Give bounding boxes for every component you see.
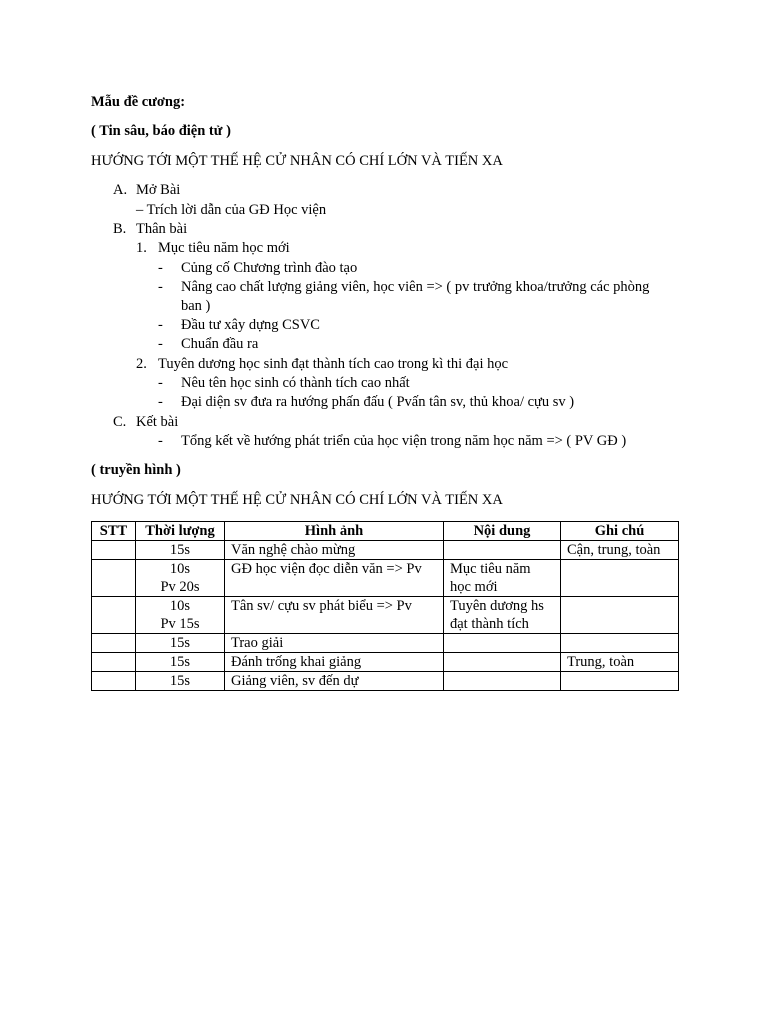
- cell-duration: [136, 634, 225, 653]
- table-row: [92, 634, 679, 653]
- cell-stt: [92, 541, 136, 560]
- bullet-dash: -: [158, 317, 163, 333]
- table-row: [92, 560, 679, 597]
- cell-note: [561, 634, 679, 653]
- cell-stt: [92, 597, 136, 634]
- cell-note: Cận, trung, toàn: [561, 541, 679, 560]
- table-header-row: [92, 522, 679, 541]
- cell-image: Trao giải: [225, 634, 444, 653]
- duration-line: 10s: [169, 561, 191, 577]
- cell-duration: [136, 597, 225, 634]
- outline-b2-title: Tuyên dương học sinh đạt thành tích cao trong kì thi đại học: [158, 356, 509, 372]
- cell-image: Đánh trống khai giảng: [225, 653, 444, 672]
- bullet-dash: -: [158, 375, 163, 391]
- bullet-dash: -: [158, 433, 163, 449]
- cell-image: Tân sv/ cựu sv phát biểu => Pv: [225, 597, 444, 634]
- duration-line: 10s: [169, 598, 191, 614]
- duration-line: 15s: [169, 673, 191, 689]
- cell-content: [444, 672, 561, 691]
- cell-content: [444, 653, 561, 672]
- cell-note: [561, 560, 679, 597]
- cell-image: GĐ học viện đọc diễn văn => Pv: [225, 560, 444, 597]
- cell-duration: [136, 672, 225, 691]
- bullet-dash: -: [158, 260, 163, 276]
- outline-c-title: Kết bài: [136, 414, 179, 430]
- duration-line: 15s: [169, 654, 191, 670]
- outline-b-title: Thân bài: [136, 221, 188, 237]
- cell-stt: [92, 653, 136, 672]
- duration-line: 15s: [169, 542, 191, 558]
- table-row: [92, 672, 679, 691]
- outline-a-title: Mở Bài: [136, 182, 181, 198]
- table-row: [92, 597, 679, 634]
- col-header-content: Nội dung: [444, 522, 561, 541]
- outline-marker-b1: 1.: [136, 240, 147, 256]
- col-header-duration: Thời lượng: [136, 522, 225, 541]
- bullet-b1-2: Nâng cao chất lượng giảng viên, học viên => ( pv trưởng khoa/trưởng các phòng: [181, 279, 650, 295]
- content-line-2: học mới: [450, 579, 498, 595]
- bullet-dash: -: [158, 394, 163, 410]
- outline-marker-b: B.: [113, 221, 127, 237]
- headline-1: HƯỚNG TỚI MỘT THẾ HỆ CỬ NHÂN CÓ CHÍ LỚN VÀ TIẾN XA: [91, 153, 503, 169]
- bullet-dash: -: [158, 336, 163, 352]
- bullet-b1-3: Đầu tư xây dựng CSVC: [181, 317, 320, 333]
- outline-marker-b2: 2.: [136, 356, 147, 372]
- cell-duration: [136, 541, 225, 560]
- bullet-c-1: Tổng kết về hướng phát triển của học viện trong năm học năm => ( PV GĐ ): [181, 433, 627, 449]
- table-row: [92, 653, 679, 672]
- col-header-note: Ghi chú: [561, 522, 679, 541]
- outline-marker-c: C.: [113, 414, 127, 430]
- headline-2: HƯỚNG TỚI MỘT THẾ HỆ CỬ NHÂN CÓ CHÍ LỚN VÀ TIẾN XA: [91, 492, 503, 508]
- script-table: [91, 521, 679, 691]
- bullet-dash: -: [158, 279, 163, 295]
- duration-line-2: Pv 20s: [160, 579, 200, 595]
- table-row: [92, 541, 679, 560]
- cell-stt: [92, 672, 136, 691]
- section2-label: ( truyền hình ): [91, 462, 181, 478]
- bullet-b1-2-cont: ban ): [181, 298, 211, 314]
- section1-label: ( Tin sâu, báo điện tử ): [91, 123, 231, 139]
- outline-a-sub: – Trích lời dẫn của GĐ Học viện: [136, 202, 327, 218]
- content-line: Tuyên dương hs: [450, 598, 544, 614]
- col-header-stt: STT: [92, 522, 136, 541]
- duration-line-2: Pv 15s: [160, 616, 200, 632]
- cell-duration: [136, 560, 225, 597]
- col-header-image: Hình ảnh: [225, 522, 444, 541]
- cell-content: [444, 634, 561, 653]
- cell-note: [561, 672, 679, 691]
- outline-marker-a: A.: [113, 182, 128, 198]
- cell-stt: [92, 560, 136, 597]
- bullet-b2-1: Nêu tên học sinh có thành tích cao nhất: [181, 375, 410, 391]
- bullet-b2-2: Đại diện sv đưa ra hướng phấn đấu ( Pvấn tân sv, thủ khoa/ cựu sv ): [181, 394, 575, 410]
- cell-content: [444, 597, 561, 634]
- cell-content: [444, 541, 561, 560]
- cell-note: Trung, toàn: [561, 653, 679, 672]
- cell-duration: [136, 653, 225, 672]
- cell-image: Văn nghệ chào mừng: [225, 541, 444, 560]
- cell-image: Giảng viên, sv đến dự: [225, 672, 444, 691]
- outline-b1-title: Mục tiêu năm học mới: [158, 240, 290, 256]
- cell-stt: [92, 634, 136, 653]
- duration-line: 15s: [169, 635, 191, 651]
- content-line-2: đạt thành tích: [450, 616, 529, 632]
- content-line: Mục tiêu năm: [450, 561, 531, 577]
- template-label: Mẫu đề cương:: [91, 94, 186, 110]
- bullet-b1-4: Chuẩn đầu ra: [181, 336, 259, 352]
- bullet-b1-1: Củng cố Chương trình đào tạo: [181, 260, 358, 276]
- cell-note: [561, 597, 679, 634]
- cell-content: [444, 560, 561, 597]
